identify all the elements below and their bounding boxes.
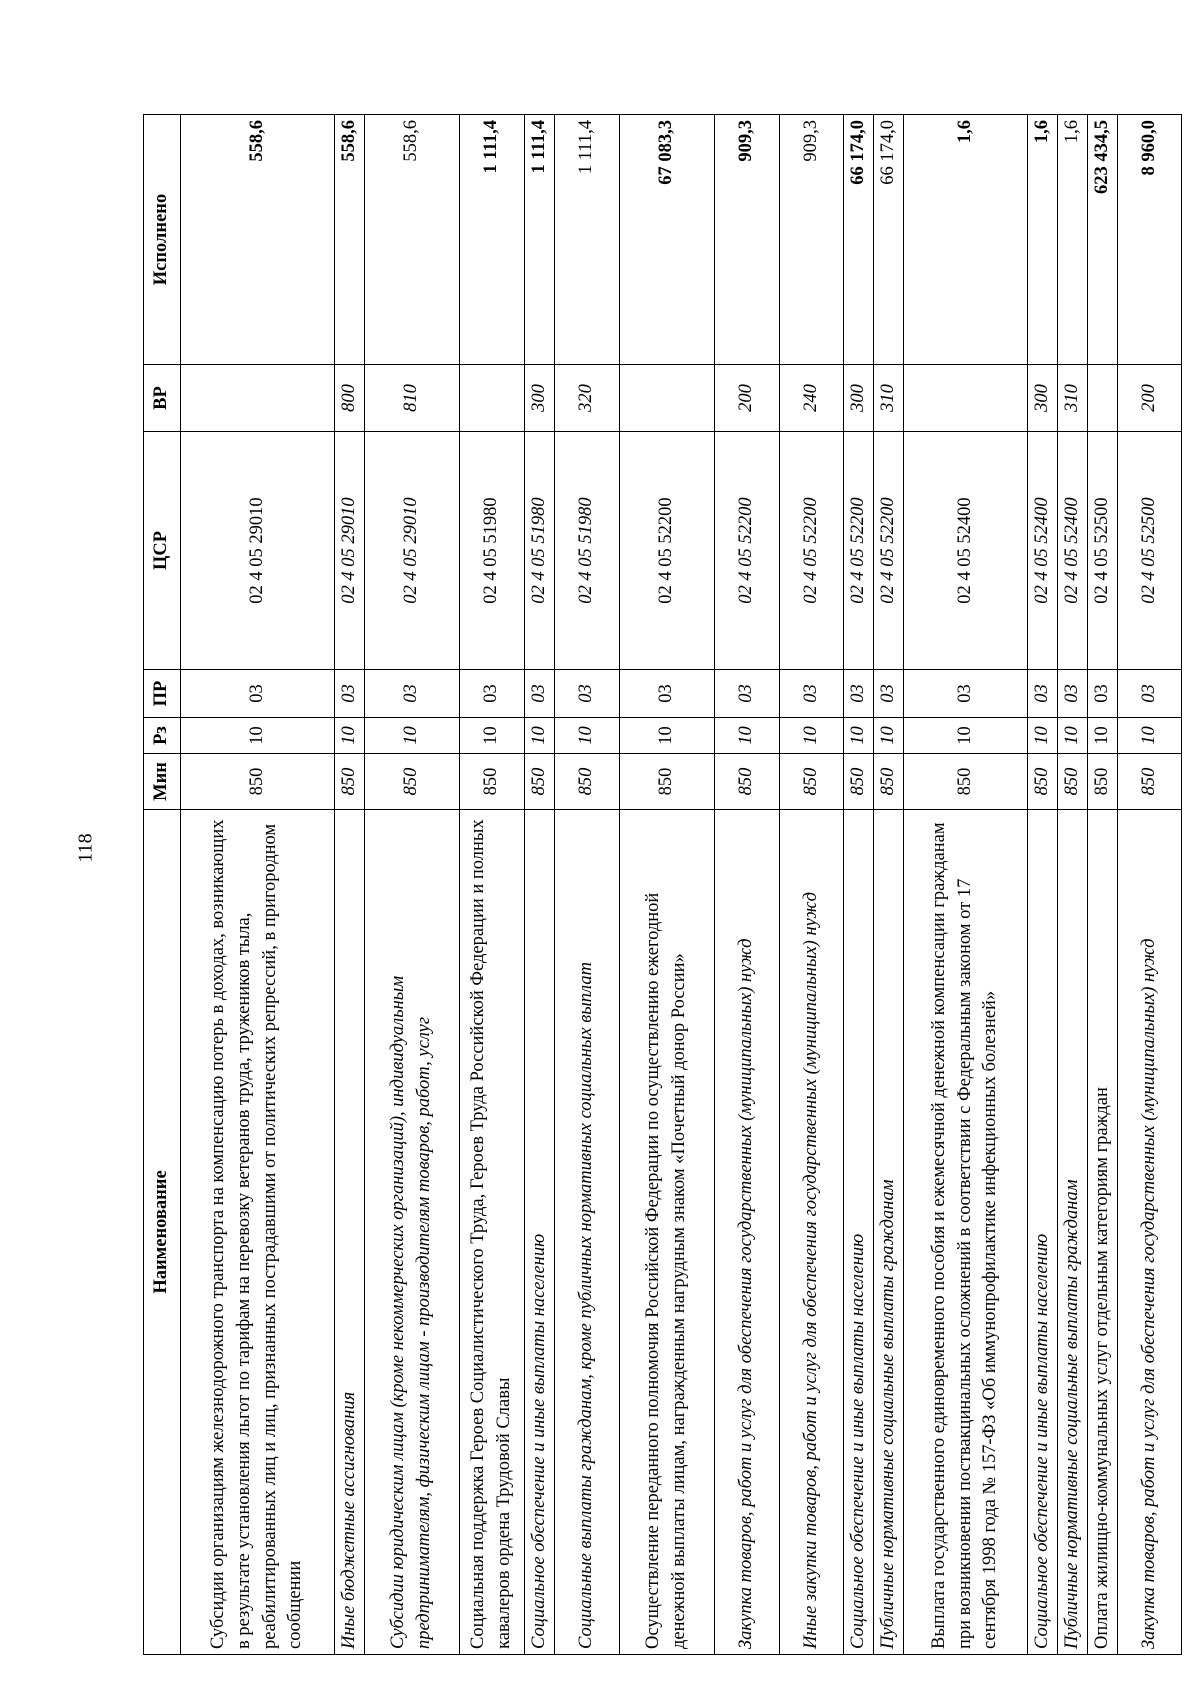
table-header-row <box>144 115 181 1655</box>
row-vr: 200 <box>1118 365 1182 432</box>
row-csr: 02 4 05 51980 <box>460 432 525 670</box>
row-min: 850 <box>715 754 780 810</box>
table-row <box>460 115 525 1655</box>
row-min: 850 <box>620 754 715 810</box>
row-pr: 03 <box>525 670 555 718</box>
row-name: Публичные нормативные социальные выплаты гражданам <box>874 810 904 1655</box>
row-pr: 03 <box>460 670 525 718</box>
row-name: Субсидии организациям железнодорожного транспорта на компенсацию потерь в доходах, возникающих в результате установления льгот по тарифам на перевозку ветеранов труда, тружеников тыла, реабилитированных лиц и лиц, признанных пострадавшими от политических репрессий, в пригородном сообщении <box>181 810 335 1655</box>
row-rz: 10 <box>1118 718 1182 754</box>
table-row <box>1118 115 1182 1655</box>
row-rz: 10 <box>365 718 460 754</box>
row-min: 850 <box>1028 754 1058 810</box>
row-name: Социальное обеспечение и иные выплаты населению <box>525 810 555 1655</box>
row-vr: 200 <box>715 365 780 432</box>
row-done: 909,3 <box>780 115 844 365</box>
row-csr: 02 4 05 52200 <box>780 432 844 670</box>
header-vr: ВР <box>144 365 181 432</box>
row-csr: 02 4 05 52200 <box>620 432 715 670</box>
row-csr: 02 4 05 51980 <box>555 432 620 670</box>
row-name: Иные бюджетные ассигнования <box>335 810 365 1655</box>
table-row <box>335 115 365 1655</box>
row-csr: 02 4 05 29010 <box>181 432 335 670</box>
row-vr <box>904 365 1028 432</box>
row-csr: 02 4 05 29010 <box>365 432 460 670</box>
row-vr: 310 <box>874 365 904 432</box>
row-pr: 03 <box>904 670 1028 718</box>
table-row <box>1028 115 1058 1655</box>
row-name: Публичные нормативные социальные выплаты гражданам <box>1058 810 1088 1655</box>
header-done: Исполнено <box>144 115 181 365</box>
row-csr: 02 4 05 52500 <box>1118 432 1182 670</box>
row-rz: 10 <box>181 718 335 754</box>
row-pr: 03 <box>1028 670 1058 718</box>
row-rz: 10 <box>335 718 365 754</box>
row-pr: 03 <box>555 670 620 718</box>
header-csr: ЦСР <box>144 432 181 670</box>
header-pr: ПР <box>144 670 181 718</box>
row-min: 850 <box>365 754 460 810</box>
table-row <box>525 115 555 1655</box>
table-row <box>365 115 460 1655</box>
row-name: Субсидии юридическим лицам (кроме некоммерческих организаций), индивидуальным предпринимателям, физическим лицам - производителям товаров, работ, услуг <box>365 810 460 1655</box>
row-rz: 10 <box>844 718 874 754</box>
row-vr <box>1088 365 1118 432</box>
row-csr: 02 4 05 52400 <box>1028 432 1058 670</box>
table-row <box>874 115 904 1655</box>
table-row <box>181 115 335 1655</box>
row-done: 909,3 <box>715 115 780 365</box>
row-pr: 03 <box>1118 670 1182 718</box>
row-name: Выплата государственного единовременного пособия и ежемесячной денежной компенсации гражданам при возникновении поствакцинальных осложнений в соответствии с Федеральным законом от 17 сентября 1998 года № 157-ФЗ «Об иммунопрофилактике инфекционных болезней» <box>904 810 1028 1655</box>
row-done: 66 174,0 <box>844 115 874 365</box>
row-rz: 10 <box>620 718 715 754</box>
header-name: Наименование <box>144 810 181 1655</box>
row-min: 850 <box>780 754 844 810</box>
row-vr <box>181 365 335 432</box>
header-min: Мин <box>144 754 181 810</box>
row-pr: 03 <box>1058 670 1088 718</box>
row-rz: 10 <box>780 718 844 754</box>
row-min: 850 <box>525 754 555 810</box>
row-csr: 02 4 05 52200 <box>844 432 874 670</box>
row-vr: 310 <box>1058 365 1088 432</box>
row-vr: 320 <box>555 365 620 432</box>
row-csr: 02 4 05 52200 <box>715 432 780 670</box>
row-done: 67 083,3 <box>620 115 715 365</box>
row-vr <box>460 365 525 432</box>
row-done: 558,6 <box>181 115 335 365</box>
row-done: 1 111,4 <box>555 115 620 365</box>
row-name: Социальное обеспечение и иные выплаты населению <box>1028 810 1058 1655</box>
row-rz: 10 <box>1088 718 1118 754</box>
row-rz: 10 <box>1028 718 1058 754</box>
table-row <box>715 115 780 1655</box>
rotated-table-container <box>143 115 1159 1655</box>
budget-table <box>143 114 1182 1655</box>
row-rz: 10 <box>1058 718 1088 754</box>
row-done: 623 434,5 <box>1088 115 1118 365</box>
row-csr: 02 4 05 52200 <box>874 432 904 670</box>
row-done: 558,6 <box>335 115 365 365</box>
row-min: 850 <box>460 754 525 810</box>
row-name: Закупка товаров, работ и услуг для обеспечения государственных (муниципальных) нужд <box>1118 810 1182 1655</box>
row-pr: 03 <box>620 670 715 718</box>
row-done: 1,6 <box>1028 115 1058 365</box>
table-row <box>620 115 715 1655</box>
row-done: 1,6 <box>904 115 1028 365</box>
row-name: Закупка товаров, работ и услуг для обеспечения государственных (муниципальных) нужд <box>715 810 780 1655</box>
row-name: Иные закупки товаров, работ и услуг для обеспечения государственных (муниципальных) нужд <box>780 810 844 1655</box>
row-done: 1 111,4 <box>460 115 525 365</box>
table-row <box>780 115 844 1655</box>
table-row <box>1088 115 1118 1655</box>
row-vr: 240 <box>780 365 844 432</box>
table-row <box>904 115 1028 1655</box>
row-name: Оплата жилищно-коммунальных услуг отдельным категориям граждан <box>1088 810 1118 1655</box>
page-number: 118 <box>74 833 97 863</box>
row-pr: 03 <box>181 670 335 718</box>
row-min: 850 <box>1118 754 1182 810</box>
row-pr: 03 <box>1088 670 1118 718</box>
row-done: 66 174,0 <box>874 115 904 365</box>
row-pr: 03 <box>365 670 460 718</box>
row-name: Социальные выплаты гражданам, кроме публичных нормативных социальных выплат <box>555 810 620 1655</box>
row-rz: 10 <box>715 718 780 754</box>
row-csr: 02 4 05 52400 <box>904 432 1028 670</box>
row-pr: 03 <box>844 670 874 718</box>
header-rz: Рз <box>144 718 181 754</box>
row-rz: 10 <box>904 718 1028 754</box>
row-pr: 03 <box>335 670 365 718</box>
row-name: Социальное обеспечение и иные выплаты населению <box>844 810 874 1655</box>
row-vr: 300 <box>844 365 874 432</box>
table-row <box>844 115 874 1655</box>
row-vr: 800 <box>335 365 365 432</box>
row-done: 1,6 <box>1058 115 1088 365</box>
row-vr: 300 <box>525 365 555 432</box>
row-min: 850 <box>844 754 874 810</box>
row-rz: 10 <box>874 718 904 754</box>
row-min: 850 <box>181 754 335 810</box>
row-min: 850 <box>1058 754 1088 810</box>
row-vr: 300 <box>1028 365 1058 432</box>
row-min: 850 <box>904 754 1028 810</box>
row-rz: 10 <box>555 718 620 754</box>
table-row <box>555 115 620 1655</box>
row-done: 558,6 <box>365 115 460 365</box>
row-rz: 10 <box>460 718 525 754</box>
row-rz: 10 <box>525 718 555 754</box>
row-done: 1 111,4 <box>525 115 555 365</box>
row-min: 850 <box>1088 754 1118 810</box>
row-min: 850 <box>874 754 904 810</box>
row-pr: 03 <box>874 670 904 718</box>
row-vr <box>620 365 715 432</box>
row-min: 850 <box>555 754 620 810</box>
table-row <box>1058 115 1088 1655</box>
row-min: 850 <box>335 754 365 810</box>
row-pr: 03 <box>780 670 844 718</box>
row-csr: 02 4 05 52400 <box>1058 432 1088 670</box>
row-vr: 810 <box>365 365 460 432</box>
row-name: Социальная поддержка Героев Социалистического Труда, Героев Труда Российской Федерации и полных кавалеров ордена Трудовой Славы <box>460 810 525 1655</box>
row-name: Осуществление переданного полномочия Российской Федерации по осуществлению ежегодной денежной выплаты лицам, награжденным нагрудным знаком «Почетный донор России» <box>620 810 715 1655</box>
row-csr: 02 4 05 52500 <box>1088 432 1118 670</box>
row-pr: 03 <box>715 670 780 718</box>
row-csr: 02 4 05 51980 <box>525 432 555 670</box>
row-done: 8 960,0 <box>1118 115 1182 365</box>
row-csr: 02 4 05 29010 <box>335 432 365 670</box>
